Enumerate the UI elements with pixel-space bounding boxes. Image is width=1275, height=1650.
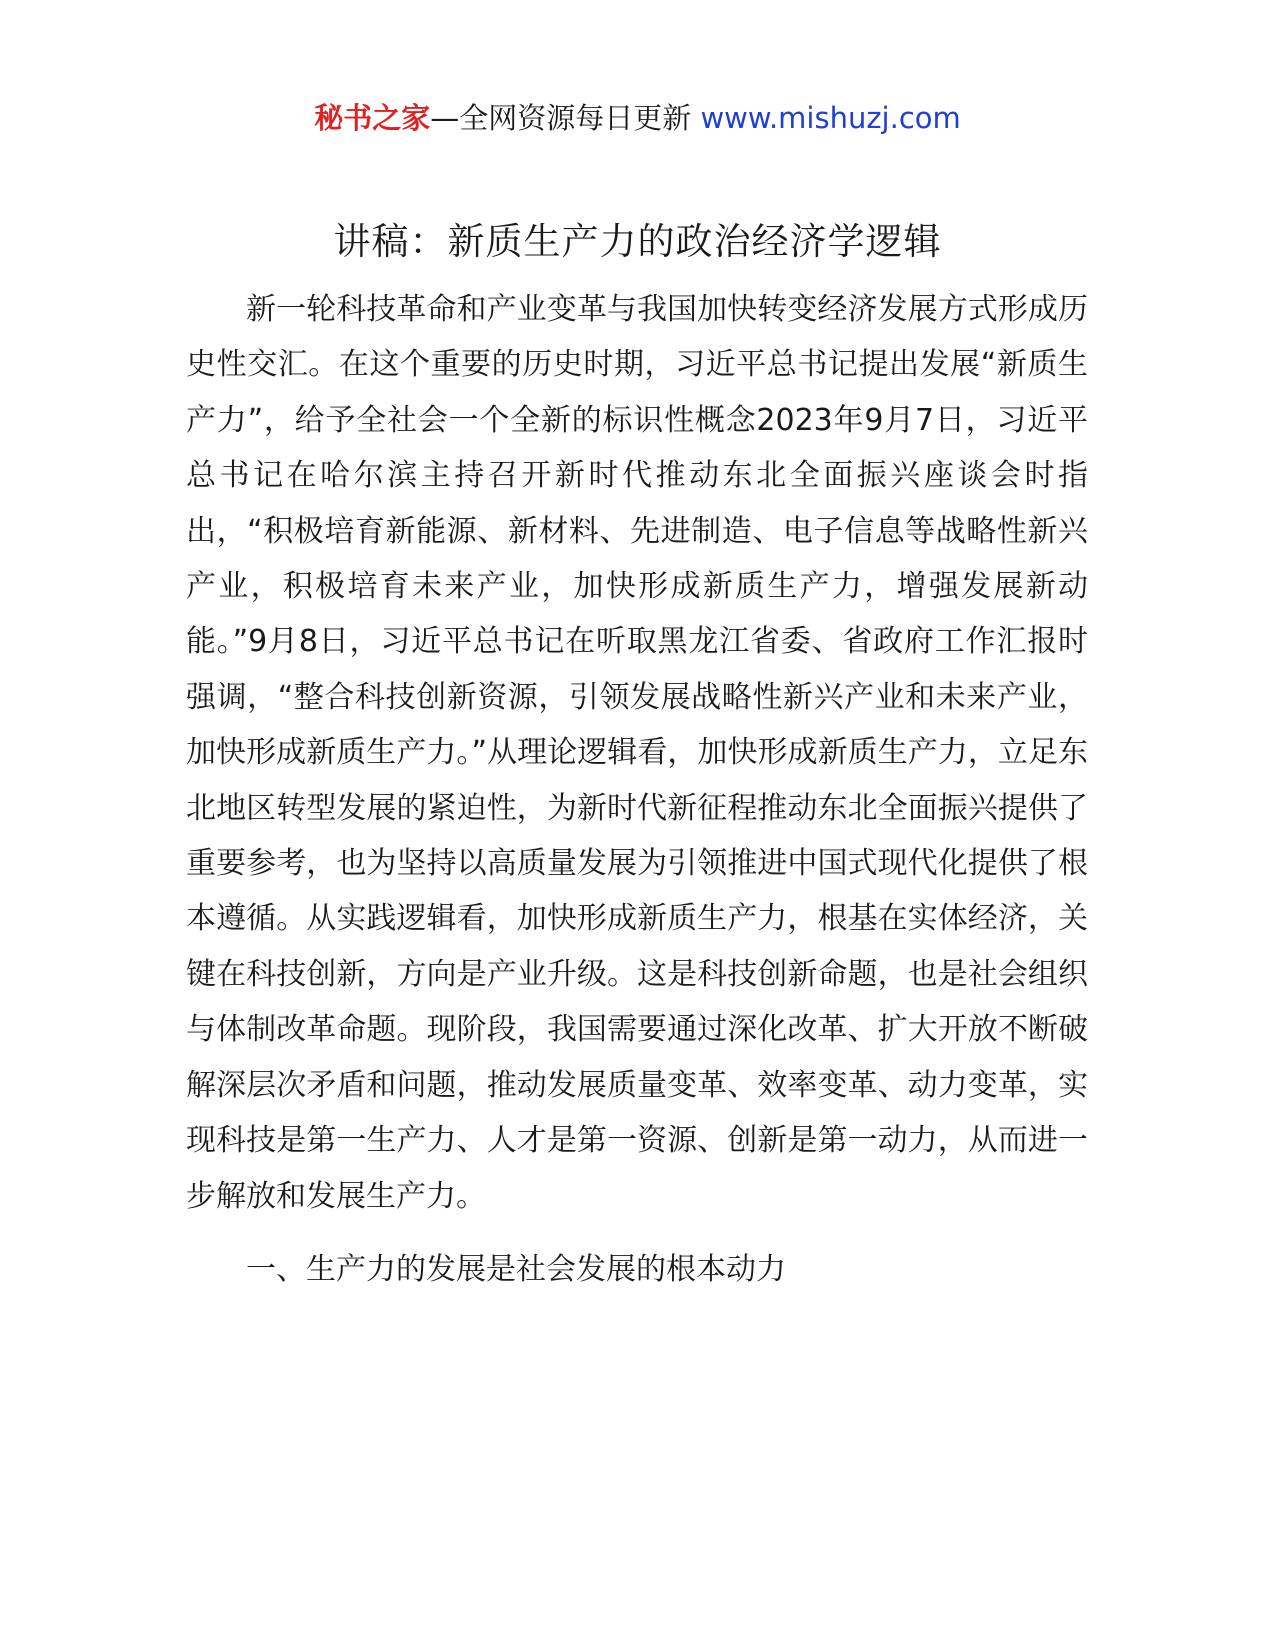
document-body — [186, 282, 1088, 1297]
brand-name: 秘书之家 — [314, 101, 431, 135]
header-tagline: —全网资源每日更新 — [430, 101, 692, 135]
site-header — [0, 98, 1275, 138]
site-url-link[interactable]: www.mishuzj.com — [700, 101, 961, 135]
paragraph-intro: 新一轮科技革命和产业变革与我国加快转变经济发展方式形成历史性交汇。在这个重要的历史时期，习近平总书记提出发展“新质生产力”，给予全社会一个全新的标识性概念2023年9月7日，习近平总书记在哈尔滨主持召开新时代推动东北全面振兴座谈会时指出，“积极培育新能源、新材料、先进制造、电子信息等战略性新兴产业，积极培育未来产业，加快形成新质生产力，增强发展新动能。”9月8日，习近平总书记在听取黑龙江省委、省政府工作汇报时强调，“整合科技创新资源，引领发展战略性新兴产业和未来产业，加快形成新质生产力。”从理论逻辑看，加快形成新质生产力，立足东北地区转型发展的紧迫性，为新时代新征程推动东北全面振兴提供了重要参考，也为坚持以高质量发展为引领推进中国式现代化提供了根本遵循。从实践逻辑看，加快形成新质生产力，根基在实体经济，关键在科技创新，方向是产业升级。这是科技创新命题，也是社会组织与体制改革命题。现阶段，我国需要通过深化改革、扩大开放不断破解深层次矛盾和问题，推动发展质量变革、效率变革、动力变革，实现科技是第一生产力、人才是第一资源、创新是第一动力，从而进一步解放和发展生产力。 — [186, 292, 1088, 1214]
document-title: 讲稿：新质生产力的政治经济学逻辑 — [333, 220, 942, 263]
section-heading-1: 一、生产力的发展是社会发展的根本动力 — [246, 1251, 786, 1287]
